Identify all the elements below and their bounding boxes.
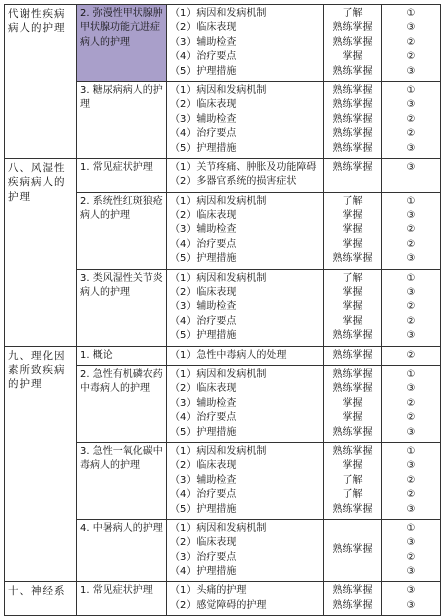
requirement-item: 熟练掌握 bbox=[332, 161, 373, 173]
content-item: （1）病因和发病机制 bbox=[170, 445, 267, 457]
requirement-item: 熟练掌握 bbox=[332, 349, 373, 361]
content-item: （1）急性中毒病人的处理 bbox=[170, 349, 287, 361]
level-item: ② bbox=[406, 489, 416, 501]
table-row bbox=[5, 346, 441, 365]
content-item: （2）临床表现 bbox=[170, 287, 237, 299]
content-item: （4）治疗要点 bbox=[170, 489, 237, 501]
disease-label: 2. 系统性红斑狼疮病人的护理 bbox=[80, 195, 163, 222]
level-item: ③ bbox=[406, 460, 416, 472]
disease-cell bbox=[77, 269, 167, 346]
requirement-item: 掌握 bbox=[342, 224, 363, 236]
level-item: ② bbox=[406, 551, 416, 563]
requirement-item: 掌握 bbox=[342, 315, 363, 327]
requirement-item: 熟练掌握 bbox=[332, 128, 373, 140]
requirement-item: 了解 bbox=[342, 474, 363, 486]
content-item: （5）护理措施 bbox=[170, 426, 237, 438]
requirement-cell bbox=[324, 5, 382, 82]
level-item: ③ bbox=[406, 287, 416, 299]
content-item: （5）护理措施 bbox=[170, 253, 237, 265]
requirement-item: 熟练掌握 bbox=[332, 253, 373, 265]
content-item: （1）病因和发病机制 bbox=[170, 522, 267, 534]
level-cell bbox=[382, 5, 441, 82]
disease-label: 3. 类风湿性关节炎病人的护理 bbox=[80, 272, 163, 299]
content-cell bbox=[167, 192, 324, 269]
content-cell bbox=[167, 366, 324, 443]
content-item: （3）辅助检查 bbox=[170, 224, 237, 236]
level-cell bbox=[382, 81, 441, 158]
requirement-item: 熟练掌握 bbox=[332, 445, 373, 457]
requirement-item: 熟练掌握 bbox=[332, 84, 373, 96]
content-item: （1）关节疼痛、肿胀及功能障碍 bbox=[170, 161, 317, 173]
content-item: （4）治疗要点 bbox=[170, 315, 237, 327]
disease-label: 2. 急性有机磷农药中毒病人的护理 bbox=[80, 369, 163, 395]
requirement-cell bbox=[324, 442, 382, 519]
content-item: （1）病因和发病机制 bbox=[170, 8, 267, 19]
requirement-item: 熟练掌握 bbox=[332, 544, 373, 556]
disease-cell bbox=[77, 158, 167, 192]
system-cell bbox=[5, 5, 77, 159]
level-item: ③ bbox=[406, 537, 416, 549]
level-cell bbox=[382, 158, 441, 192]
syllabus-table bbox=[4, 4, 441, 616]
content-item: （2）临床表现 bbox=[170, 99, 237, 111]
level-item: ③ bbox=[406, 566, 416, 578]
requirement-item: 了解 bbox=[342, 489, 363, 501]
content-item: （5）护理措施 bbox=[170, 65, 237, 77]
system-label: 十、神经系 bbox=[8, 585, 66, 598]
requirement-cell bbox=[324, 269, 382, 346]
content-cell bbox=[167, 442, 324, 519]
level-cell bbox=[382, 192, 441, 269]
requirement-cell bbox=[324, 519, 382, 582]
requirement-item: 掌握 bbox=[342, 210, 363, 222]
level-item: ③ bbox=[406, 22, 416, 34]
requirement-item: 掌握 bbox=[342, 412, 363, 424]
level-item: ③ bbox=[406, 503, 416, 515]
syllabus-document bbox=[4, 4, 440, 616]
disease-label: 2. 弥漫性甲状腺肿甲状腺功能亢进症病人的护理 bbox=[80, 8, 163, 48]
level-item: ① bbox=[406, 195, 416, 207]
table-row bbox=[5, 158, 441, 192]
requirement-cell bbox=[324, 81, 382, 158]
disease-label: 1. 常见症状护理 bbox=[80, 161, 153, 173]
content-item: （2）临床表现 bbox=[170, 383, 237, 395]
disease-label: 4. 中暑病人的护理 bbox=[80, 522, 163, 534]
level-item: ③ bbox=[406, 99, 416, 111]
level-cell bbox=[382, 519, 441, 582]
level-item: ① bbox=[406, 445, 416, 457]
system-label: 九、理化因素所致疾病的护理 bbox=[8, 349, 66, 391]
content-item: （3）辅助检查 bbox=[170, 113, 237, 125]
disease-cell bbox=[77, 192, 167, 269]
requirement-item: 熟练掌握 bbox=[332, 36, 373, 48]
system-cell bbox=[5, 346, 77, 582]
level-item: ① bbox=[406, 8, 416, 19]
level-item: ② bbox=[406, 238, 416, 250]
content-item: （2）临床表现 bbox=[170, 22, 237, 34]
level-cell bbox=[382, 346, 441, 365]
requirement-item: 熟练掌握 bbox=[332, 22, 373, 34]
disease-label: 3. 急性一氧化碳中毒病人的护理 bbox=[80, 445, 163, 472]
requirement-item: 熟练掌握 bbox=[332, 142, 373, 154]
level-item: ③ bbox=[406, 210, 416, 222]
content-item: （1）病因和发病机制 bbox=[170, 84, 267, 96]
level-item: ② bbox=[406, 113, 416, 125]
level-item: ③ bbox=[406, 330, 416, 342]
requirement-item: 熟练掌握 bbox=[332, 369, 373, 380]
disease-cell bbox=[77, 366, 167, 443]
content-cell bbox=[167, 5, 324, 82]
level-item: ③ bbox=[406, 383, 416, 395]
content-item: （3）辅助检查 bbox=[170, 397, 237, 409]
level-item: ③ bbox=[406, 253, 416, 265]
level-item: ② bbox=[406, 36, 416, 48]
requirement-item: 掌握 bbox=[342, 51, 363, 63]
content-item: （5）护理措施 bbox=[170, 330, 237, 342]
requirement-item: 熟练掌握 bbox=[332, 426, 373, 438]
content-item: （1）病因和发病机制 bbox=[170, 195, 267, 207]
system-label: 八、风湿性疾病病人的护理 bbox=[8, 161, 66, 203]
requirement-item: 了解 bbox=[342, 8, 363, 19]
content-item: （2）临床表现 bbox=[170, 460, 237, 472]
level-cell bbox=[382, 442, 441, 519]
level-item: ② bbox=[406, 397, 416, 409]
content-item: （2）感觉障碍的护理 bbox=[170, 599, 267, 611]
level-item: ② bbox=[406, 412, 416, 424]
requirement-item: 熟练掌握 bbox=[332, 113, 373, 125]
level-item: ① bbox=[406, 522, 416, 534]
content-item: （4）护理措施 bbox=[170, 566, 237, 578]
level-item: ② bbox=[406, 301, 416, 313]
disease-cell bbox=[77, 442, 167, 519]
level-item: ② bbox=[406, 349, 416, 361]
requirement-item: 熟练掌握 bbox=[332, 330, 373, 342]
level-item: ③ bbox=[406, 161, 416, 173]
content-item: （4）治疗要点 bbox=[170, 128, 237, 140]
content-item: （4）治疗要点 bbox=[170, 412, 237, 424]
requirement-item: 熟练掌握 bbox=[332, 65, 373, 77]
content-item: （5）护理措施 bbox=[170, 142, 237, 154]
requirement-item: 了解 bbox=[342, 195, 363, 207]
requirement-item: 熟练掌握 bbox=[332, 599, 373, 611]
content-item: （1）病因和发病机制 bbox=[170, 369, 267, 380]
level-item: ③ bbox=[406, 142, 416, 154]
disease-label: 3. 糖尿病病人的护理 bbox=[80, 84, 163, 111]
level-item: ② bbox=[406, 474, 416, 486]
content-cell bbox=[167, 81, 324, 158]
content-item: （5）护理措施 bbox=[170, 503, 237, 515]
requirement-item: 熟练掌握 bbox=[332, 99, 373, 111]
level-item: ② bbox=[406, 51, 416, 63]
content-item: （3）辅助检查 bbox=[170, 36, 237, 48]
content-cell bbox=[167, 346, 324, 365]
level-cell bbox=[382, 366, 441, 443]
system-label: 代谢性疾病病人的护理 bbox=[8, 8, 66, 35]
level-item: ② bbox=[406, 315, 416, 327]
requirement-cell bbox=[324, 366, 382, 443]
content-item: （1）头痛的护理 bbox=[170, 585, 247, 597]
content-item: （3）辅助检查 bbox=[170, 301, 237, 313]
level-cell bbox=[382, 269, 441, 346]
disease-cell bbox=[77, 81, 167, 158]
content-cell bbox=[167, 269, 324, 346]
content-item: （2）多器官系统的损害症状 bbox=[170, 176, 297, 188]
requirement-cell bbox=[324, 346, 382, 365]
requirement-item: 了解 bbox=[342, 272, 363, 284]
content-item: （4）治疗要点 bbox=[170, 51, 237, 63]
disease-label: 1. 概论 bbox=[80, 349, 113, 361]
requirement-item: 熟练掌握 bbox=[332, 503, 373, 515]
requirement-item: 熟练掌握 bbox=[332, 383, 373, 395]
level-item: ① bbox=[406, 369, 416, 380]
requirement-item: 掌握 bbox=[342, 238, 363, 250]
disease-label: 1. 常见症状护理 bbox=[80, 585, 153, 597]
content-item: （3）辅助检查 bbox=[170, 474, 237, 486]
requirement-cell bbox=[324, 158, 382, 192]
requirement-item: 掌握 bbox=[342, 460, 363, 472]
disease-cell bbox=[77, 519, 167, 582]
level-item: ③ bbox=[406, 426, 416, 438]
requirement-item: 掌握 bbox=[342, 301, 363, 313]
content-item: （1）病因和发病机制 bbox=[170, 272, 267, 284]
content-item: （2）临床表现 bbox=[170, 537, 237, 549]
requirement-item: 熟练掌握 bbox=[332, 585, 373, 597]
table-row bbox=[5, 5, 441, 82]
level-item: ② bbox=[406, 128, 416, 140]
level-item: ② bbox=[406, 224, 416, 236]
level-item: ③ bbox=[406, 585, 416, 597]
system-cell bbox=[5, 158, 77, 346]
content-item: （3）治疗要点 bbox=[170, 551, 237, 563]
disease-cell bbox=[77, 346, 167, 365]
level-item: ① bbox=[406, 84, 416, 96]
level-item: ③ bbox=[406, 65, 416, 77]
level-item: ③ bbox=[406, 599, 416, 611]
content-cell bbox=[167, 158, 324, 192]
requirement-cell bbox=[324, 192, 382, 269]
requirement-item: 掌握 bbox=[342, 397, 363, 409]
disease-cell bbox=[77, 5, 167, 82]
requirement-item: 掌握 bbox=[342, 287, 363, 299]
content-item: （4）治疗要点 bbox=[170, 238, 237, 250]
content-cell bbox=[167, 519, 324, 582]
content-item: （2）临床表现 bbox=[170, 210, 237, 222]
level-item: ① bbox=[406, 272, 416, 284]
